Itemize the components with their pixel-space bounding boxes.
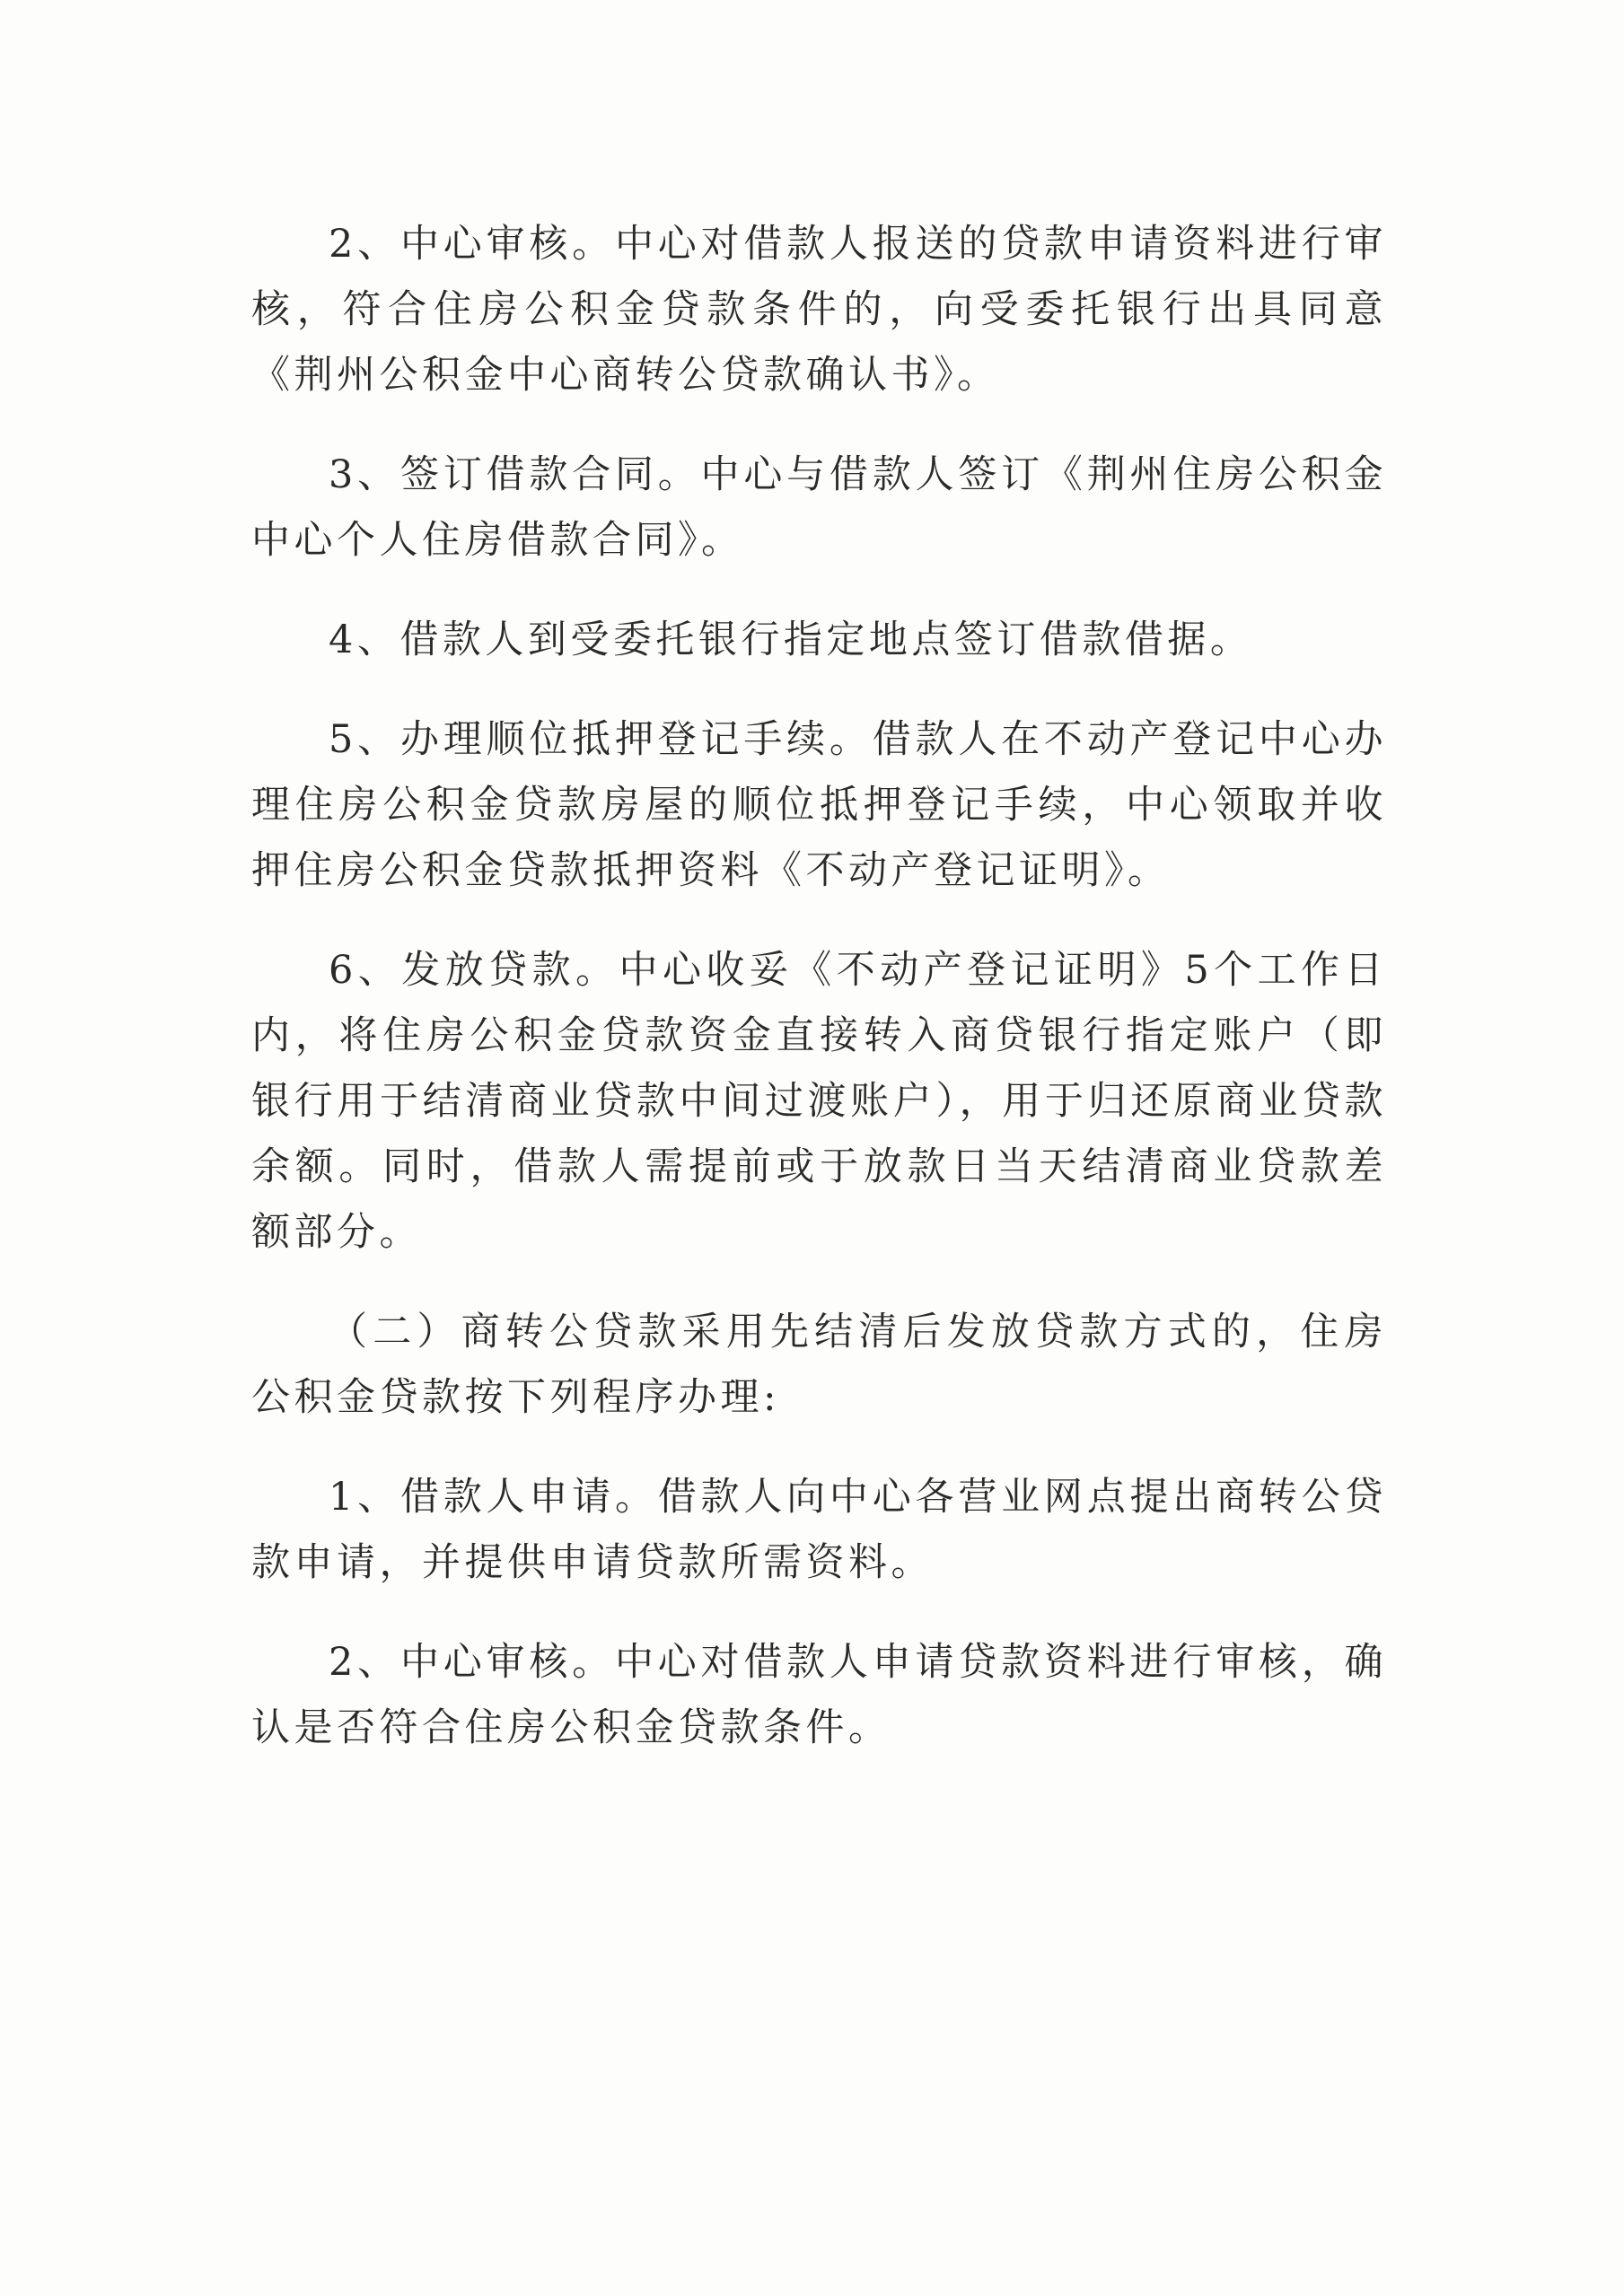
document-body (251, 212, 1387, 1761)
paragraph-loan-disbursement: 6、发放贷款。中心收妥《不动产登记证明》5个工作日内，将住房公积金贷款资金直接转入商贷银行指定账户（即银行用于结清商业贷款中间过渡账户），用于归还原商业贷款余额。同时，借款人需提前或于放款日当天结清商业贷款差额部分。 (251, 948, 1387, 1255)
paragraph-sign-contract: 3、签订借款合同。中心与借款人签订《荆州住房公积金中心个人住房借款合同》。 (251, 452, 1387, 563)
paragraph-center-review: 2、中心审核。中心对借款人报送的贷款申请资料进行审核，符合住房公积金贷款条件的，向受委托银行出具同意《荆州公积金中心商转公贷款确认书》。 (251, 222, 1387, 398)
paragraph-section-two-heading: （二）商转公贷款采用先结清后发放贷款方式的，住房公积金贷款按下列程序办理: (251, 1310, 1387, 1420)
paragraph-center-review-two: 2、中心审核。中心对借款人申请贷款资料进行审核，确认是否符合住房公积金贷款条件。 (251, 1640, 1387, 1750)
paragraph-mortgage-registration: 5、办理顺位抵押登记手续。借款人在不动产登记中心办理住房公积金贷款房屋的顺位抵押登记手续，中心领取并收押住房公积金贷款抵押资料《不动产登记证明》。 (251, 717, 1387, 893)
paragraph-sign-receipt: 4、借款人到受委托银行指定地点签订借款借据。 (329, 618, 1253, 662)
paragraph-borrower-application: 1、借款人申请。借款人向中心各营业网点提出商转公贷款申请，并提供申请贷款所需资料。 (251, 1475, 1387, 1585)
